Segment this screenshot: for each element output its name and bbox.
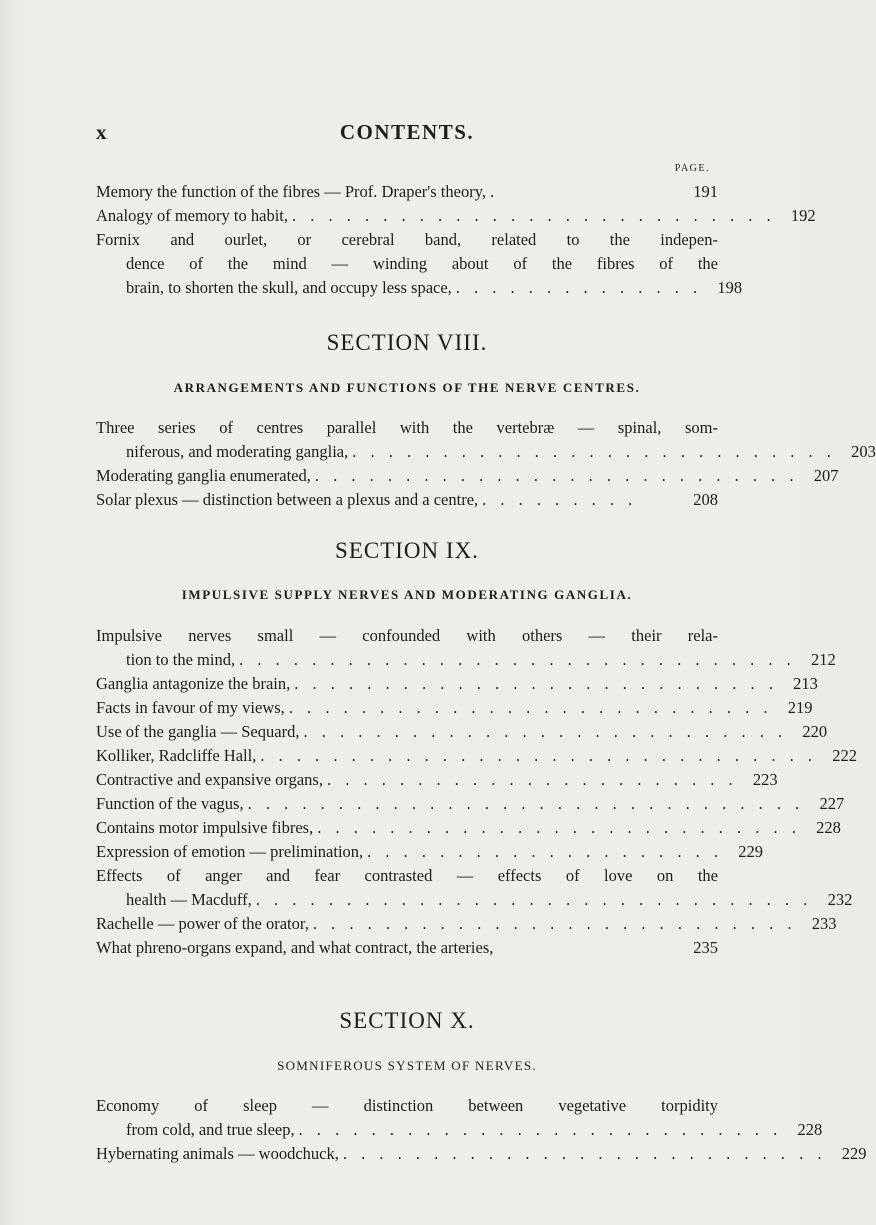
section-subtitle: ARRANGEMENTS AND FUNCTIONS OF THE NERVE CENTRES.: [173, 380, 641, 395]
dot-leader: . . . . . . . . . . . . . . . . . . . . . . . . . . .: [303, 722, 788, 741]
entry-page-number: 203: [851, 442, 876, 461]
entry-text: health — Macduff,: [126, 890, 252, 909]
toc-entry: [96, 720, 828, 744]
dot-leader: . . . . . . . . . . . . . . . . . . . . . . . . . . . . . . .: [247, 794, 805, 813]
toc-entry: [96, 488, 718, 512]
entry-page-number: 222: [832, 746, 857, 765]
dot-leader: . . . . . . . . . . . . . . . . . . . . . . . . . . .: [288, 698, 773, 717]
entry-page-number: 219: [787, 698, 813, 717]
toc-entry: [96, 672, 818, 696]
section-subtitle: IMPULSIVE SUPPLY NERVES AND MODERATING GANGLIA.: [181, 587, 633, 602]
toc-entry: [96, 768, 778, 792]
toc-entry: [96, 912, 837, 936]
dot-leader: . . . . . . . . . . . . . . . . . . . . . . . . . . .: [314, 466, 799, 485]
dot-leader: .: [490, 182, 500, 201]
page-title: CONTENTS.: [339, 120, 475, 144]
entry-text: Effects of anger and fear contrasted — effects of love on the: [96, 866, 718, 885]
toc-entry: [96, 204, 816, 228]
entry-page-number: 229: [841, 1144, 867, 1163]
section-subtitle: SOMNIFEROUS SYSTEM OF NERVES.: [277, 1058, 537, 1073]
toc-entry: [96, 416, 876, 464]
entry-page-number: 229: [738, 842, 764, 861]
entry-page-number: 213: [793, 674, 818, 693]
entry-page-number: 220: [802, 722, 828, 741]
entry-text: Memory the function of the fibres — Prof. Draper's theory,: [96, 182, 487, 201]
section-title: SECTION VIII.: [326, 330, 488, 355]
dot-leader: . . . . . . . . . . . . . . . . . . . . . . . . . . .: [317, 818, 801, 837]
section-title: SECTION IX.: [335, 538, 479, 563]
toc-entry: [96, 1142, 867, 1166]
entry-page-number: 227: [819, 794, 845, 813]
toc-entry: [96, 1094, 823, 1142]
entry-text: Contains motor impulsive fibres,: [96, 818, 314, 837]
toc-entry: [96, 744, 857, 768]
dot-leader: . . . . . . . . . . . . . . . . . . . . . . . . . . .: [312, 914, 797, 933]
section-title: SECTION X.: [339, 1008, 475, 1033]
entry-text: Fornix and ourlet, or cerebral band, related to the indepen-: [96, 230, 718, 249]
toc-entry: [96, 840, 764, 864]
entry-page-number: 228: [816, 818, 841, 837]
page-folio: x: [96, 120, 108, 144]
entry-text: Facts in favour of my views,: [96, 698, 285, 717]
entry-page-number: 212: [810, 650, 836, 669]
toc-entry: [96, 816, 841, 840]
toc-entry: [96, 228, 743, 300]
entry-text: Impulsive nerves small — confounded with others — their rela-: [96, 626, 718, 645]
entry-text: dence of the mind — winding about of the fibres of the: [126, 254, 718, 273]
entry-page-number: 207: [813, 466, 839, 485]
entry-page-number: 208: [693, 490, 718, 509]
dot-leader: . . . . . . . . . . . . . . . . . . . . . . . . . . .: [298, 1120, 783, 1139]
entry-text: Kolliker, Radcliffe Hall,: [96, 746, 257, 765]
dot-leader: . . . . . . . . .: [482, 490, 638, 509]
toc-entry: [96, 864, 853, 912]
entry-text: niferous, and moderating ganglia,: [126, 442, 349, 461]
entry-text: Analogy of memory to habit,: [96, 206, 289, 225]
entry-page-number: 192: [790, 206, 816, 225]
entry-page-number: 223: [752, 770, 778, 789]
dot-leader: . . . . . . . . . . . . . . . . . . . . . . .: [326, 770, 738, 789]
toc-entry: [96, 936, 718, 960]
entry-text: What phreno-organs expand, and what contract, the arteries,: [96, 938, 494, 957]
entry-page-number: 232: [827, 890, 853, 909]
dot-leader: . . . . . . . . . . . . . . . . . . . . . . . . . . .: [294, 674, 778, 693]
dot-leader: . . . . . . . . . . . . . . . . . . . .: [367, 842, 724, 861]
dot-leader: . . . . . . . . . . . . . . . . . . . . . . . . . . .: [352, 442, 836, 461]
running-head: [96, 120, 718, 144]
dot-leader: . . . . . . . . . . . . . .: [455, 278, 703, 297]
toc-entry: [96, 792, 845, 816]
entry-text: Three series of centres parallel with the vertebræ — spinal, som-: [96, 418, 718, 437]
entry-page-number: 198: [717, 278, 743, 297]
entry-text: Contractive and expansive organs,: [96, 770, 323, 789]
entry-text: Rachelle — power of the orator,: [96, 914, 309, 933]
entry-text: Hybernating animals — woodchuck,: [96, 1144, 339, 1163]
entry-text: Solar plexus — distinction between a plexus and a centre,: [96, 490, 479, 509]
toc-entry: [96, 696, 813, 720]
entry-text: Expression of emotion — prelimination,: [96, 842, 364, 861]
page-column-label: PAGE.: [674, 163, 710, 174]
toc-entry: [96, 180, 718, 204]
entry-page-number: 235: [693, 938, 718, 957]
entry-page-number: 191: [693, 182, 718, 201]
entry-text: Economy of sleep — distinction between vegetative torpidity: [96, 1096, 718, 1115]
dot-leader: . . . . . . . . . . . . . . . . . . . . . . . . . . . . . . .: [255, 890, 813, 909]
dot-leader: . . . . . . . . . . . . . . . . . . . . . . . . . . .: [292, 206, 776, 225]
entry-text: Moderating ganglia enumerated,: [96, 466, 311, 485]
entry-text: Ganglia antagonize the brain,: [96, 674, 291, 693]
dot-leader: . . . . . . . . . . . . . . . . . . . . . . . . . . . . . . .: [260, 746, 817, 765]
entry-text: tion to the mind,: [126, 650, 236, 669]
entry-text: brain, to shorten the skull, and occupy less space,: [126, 278, 452, 297]
toc-entry: [96, 464, 839, 488]
entry-page-number: 233: [811, 914, 837, 933]
entry-text: Use of the ganglia — Sequard,: [96, 722, 300, 741]
entry-text: Function of the vagus,: [96, 794, 244, 813]
dot-leader: . . . . . . . . . . . . . . . . . . . . . . . . . . . . . . .: [239, 650, 796, 669]
entry-text: from cold, and true sleep,: [126, 1120, 295, 1139]
entry-page-number: 228: [797, 1120, 823, 1139]
toc-entry: [96, 624, 836, 672]
dot-leader: . . . . . . . . . . . . . . . . . . . . . . . . . . .: [342, 1144, 827, 1163]
